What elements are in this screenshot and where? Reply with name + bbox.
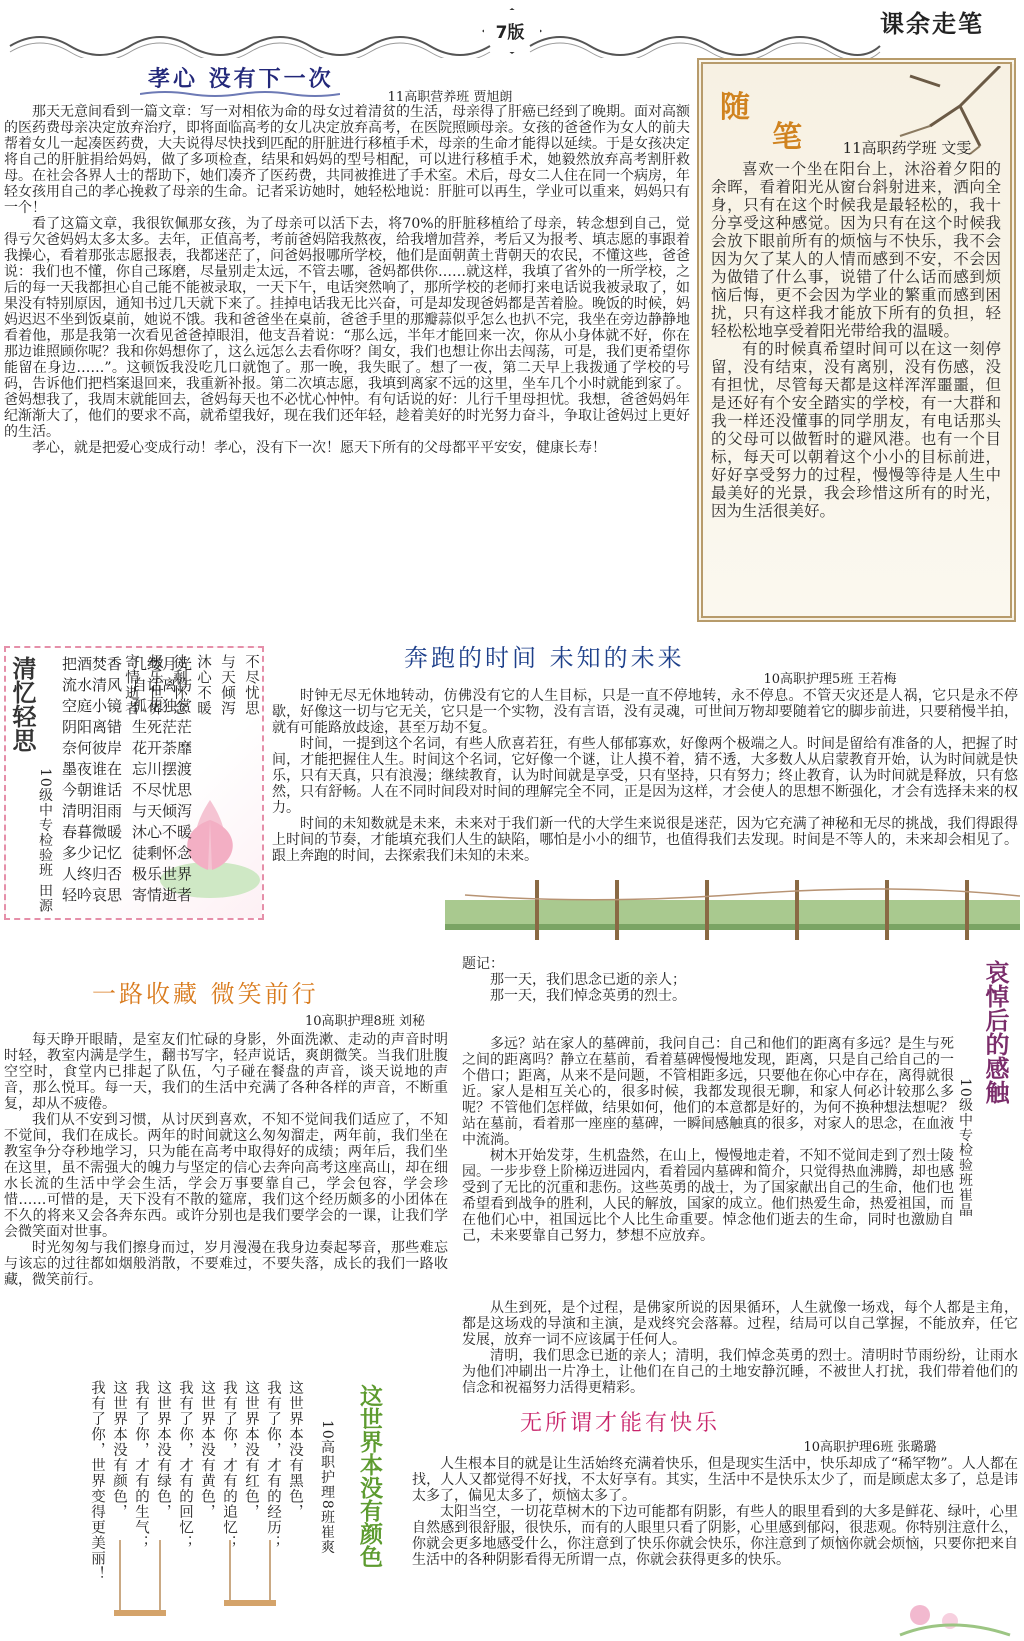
poem-line: 徒剩怀念: [132, 844, 193, 862]
article-2-byline: 11高职药学班 文雯: [842, 139, 972, 157]
article-8-body: [412, 1456, 1018, 1568]
epigraph-line: 那一天，我们思念已逝的亲人；: [490, 972, 686, 988]
poem-line: 阴阳离错: [62, 718, 123, 736]
poem-line: 清明泪雨: [62, 802, 123, 820]
article-4-title: 奔跑的时间 未知的未来: [404, 644, 685, 672]
poem-column: 我有了你，才有的经历；: [265, 1380, 281, 1551]
poem-column: 这世界本没有绿色，: [155, 1380, 171, 1520]
article-6-title-char: 触: [981, 1080, 1009, 1104]
epigraph-line: 那一天，我们悼念英勇的烈士。: [490, 988, 686, 1004]
article-8-byline: 10高职护理6班 张璐璐: [803, 1440, 937, 1455]
article-5-paragraph: 我们从不安到习惯，从讨厌到喜欢，不知不觉间我们适应了，不知不觉间，我们在成长。两年的时间就这么匆匆溜走，两年前，我们坐在教室争分夺秒地学习，只为能在高考中取得好的成绩；两年后，我们坐在这里，虽不需强大的魄力与坚定的信心去奔向高考这座高山，却在细水长流的生活中学会生活，学会万事要靠自己，学会包容，学会珍惜……可惜的是，天下没有不散的筵席，我们这个经历颇多的小团体在不久的将来又会各奔东西。或许分别也是我们要学会的一课，让我们学会微笑面对世事。: [4, 1112, 448, 1240]
poem-line: 花开荼靡: [132, 739, 193, 757]
article-7-byline: 10高职护理8班崔爽: [319, 1420, 335, 1555]
poem-row: [62, 801, 258, 822]
poem-column: 这世界本没有黑色，: [287, 1380, 303, 1520]
article-7-title-char: 本: [356, 1453, 382, 1476]
article-1-title-underline: [140, 90, 340, 98]
article-1-byline: 11高职营养班 贾旭朗: [387, 90, 513, 105]
poem-column: 这世界本没有颜色，: [111, 1380, 127, 1520]
poem-line: 轻吟哀思: [62, 886, 123, 904]
poem-row: [62, 717, 258, 738]
poem-line: 流水清风: [62, 676, 123, 694]
poem-column: 这世界本没有黄色，: [199, 1380, 215, 1520]
article-2-paragraph: 有的时候真希望时间可以在这一刻停留，没有结束，没有离别，没有伤感，没有担忧，尽管每天都是这样浑浑噩噩，但是还好有个安全踏实的学校，有一大群和我一样还没懂事的同学朋友，有电话那头的父母可以做暂时的避风港。也有一个目标，每天可以朝着这个小小的目标前进，好好享受努力的过程，慢慢等待是人生中最美好的光景，我会珍惜这所有的时光，因为生活很美好。: [711, 340, 1001, 520]
article-6-paragraph: 从生到死，是个过程，是佛家所说的因果循环，人生就像一场戏，每个人都是主角，都是这场戏的导演和主演，是戏终究会落幕。过程，结局可以自己掌握，不能放弃，任它发展，放弃一词不应该属于任何人。: [462, 1300, 1018, 1348]
poem-line: 空庭小镜: [62, 697, 123, 715]
poem-line: 寄情逝者: [132, 886, 193, 904]
article-7-title-char: 色: [356, 1545, 382, 1568]
poem-line: 忘川摆渡: [132, 760, 193, 778]
article-3-byline: 10级中专检验班 田源: [37, 768, 53, 914]
poem-line: 沐心不暖: [195, 654, 211, 716]
poem-column: 我有了你，世界变得更美丽！: [89, 1380, 105, 1582]
poem-row: [62, 780, 258, 801]
poem-line: 自话离伤: [132, 676, 193, 694]
swing-illustration: [80, 1540, 330, 1640]
article-6-byline: 10级中专检验班崔晶: [957, 1078, 973, 1218]
article-8-paragraph: 人生根本目的就是让生活始终充满着快乐，但是现实生活中，快乐却成了“稀罕物”。人人都在找，人人又都觉得不好找，不太好享有。其实，生活中不是快乐太少了，而是顾虑太多了，总是讳太多了，偏见太多了，烦恼太多了。: [412, 1456, 1018, 1504]
poem-line: 生死茫茫: [132, 718, 193, 736]
epigraph-label: 题记：: [462, 956, 504, 972]
article-2-title-char-2: 笔: [772, 120, 802, 155]
poem-line: 寄情逝者: [123, 654, 139, 716]
section-title: 课余走笔: [880, 10, 984, 38]
article-5-title: 一路收藏 微笑前行: [92, 980, 319, 1008]
article-7-title-char: 这: [356, 1384, 382, 1407]
article-6-title-char: 感: [981, 1056, 1009, 1080]
poem-line: 把酒焚香: [62, 655, 123, 673]
poem-column: 我有了你，才有的追忆；: [221, 1380, 237, 1551]
article-6-title-char: 悼: [981, 984, 1009, 1008]
poem-row: [62, 696, 258, 717]
poem-row: [62, 864, 258, 885]
article-6-title-char: 哀: [981, 960, 1009, 984]
article-7-title: [354, 1384, 384, 1634]
poem-row: [62, 759, 258, 780]
poem-line: 今朝谁话: [62, 781, 123, 799]
article-7-title-char: 颜: [356, 1522, 382, 1545]
poem-line: 人终归否: [62, 865, 123, 883]
article-7-title-char: 有: [356, 1499, 382, 1522]
article-1-paragraph: 那天无意间看到一篇文章：写一对相依为命的母女过着清贫的生活，母亲得了肝癌已经到了晚期。面对高额的医药费母亲决定放弃治疗，即将面临高考的女儿决定放弃高考，在医院照顾母亲。女孩的爸爸作为女人的前夫帮着女儿一起凑医药费，大夫说得尽快找到匹配的肝脏进行移植手术，母亲的生命才能得以延续。于是女孩决定将自己的肝脏捐给妈妈，做了多项检查，结果和妈妈的型号相配，可以进行移植手术，她毅然放弃高考割肝救母。在社会各界人士的帮助下，她们凑齐了医药费，共同被推进了手术室。术后，母女二人住在同一个病房，年轻女孩用自己的孝心挽救了母亲的生命。记者采访她时，她轻松地说：肝脏可以再生，学业可以重来，妈妈只有一个！: [4, 104, 690, 216]
article-6-title: [980, 960, 1010, 1104]
poem-line: 极乐世界: [147, 654, 163, 716]
poem-line: 不尽忧思: [132, 781, 193, 799]
poem-row: [62, 822, 258, 843]
article-1-title: 孝心 没有下一次: [148, 67, 334, 92]
article-5-body: [4, 1032, 448, 1288]
article-2-body: [711, 160, 1001, 520]
article-4-paragraph: 时间的未知数就是未来，未来对于我们新一代的大学生来说很是迷茫，因为它充满了神秘和无尽的挑战，我们得跟得上时间的节奏，才能填充我们人生的缺陷，哪怕是小小的细节，也值得我们去发现。时间是不等人的，未来却会相见了。跟上奔跑的时间，去探索我们未知的未来。: [272, 816, 1018, 864]
article-5-byline: 10高职护理8班 刘秘: [305, 1014, 425, 1029]
article-5-paragraph: 时光匆匆与我们擦身而过，岁月漫漫在我身边奏起琴音，那些难忘与该忘的过往都如烟般消散，不要难过，不要失落，成长的我们一路收藏，微笑前行。: [4, 1240, 448, 1288]
article-6-epigraph: [462, 956, 962, 1004]
poem-line: 与天倾泻: [132, 802, 193, 820]
article-6-paragraph: 多远？站在家人的墓碑前，我问自己：自己和他们的距离有多远？是生与死之间的距离吗？静立在墓前，看着墓碑慢慢地发现，距离，只是自己给自己的一个借口；距离，从来不是问题，不管相距多远，只要他在你心中存在，离得就很近。家人是相互关心的，很多时候，我都发现很无聊，和家人何必计较那么多呢？不管他们怎样做，结果如何，他们的本意都是好的，为何不换种想法想呢？站在墓前，看着那一座座的墓碑，一瞬间感触真的很多，对家人的思念，在血液中流淌。: [462, 1036, 954, 1148]
article-3-title: [8, 656, 36, 752]
poem-line: 徒剩怀念: [171, 654, 187, 716]
article-1-paragraph: 看了这篇文章，我很钦佩那女孩，为了母亲可以活下去，将70%的肝脏移植给了母亲，转念想到自己，觉得亏欠爸妈妈太多太多。去年，正值高考，考前爸妈陪我熬夜，给我增加营养，考后又为报考、填志愿的事跟着我操心，看着那张志愿报表，我都迷茫了，问爸妈报哪所学校，他们是面朝黄土背朝天的农民，不懂这些，爸爸说：我们也不懂，你自己琢磨，尽量别走太远，不管去哪，爸妈都供你……就这样，我填了省外的一所学校，之后的每一天我都担心自己能不能被录取，一天下午，电话突然响了，那所学校的老师打来电话说我被录取了，如果没有特别原因，通知书过几天就下来了。挂掉电话我无比兴奋，可是却发现爸妈都是苦着脸。晚饭的时候，妈妈迟迟不坐到饭桌前，她说不饿。我和爸爸坐在桌前，爸爸手里的那瓣蒜似乎怎么也扒不完，我坐在旁边静静地看着他，那是我第一次看见爸爸掉眼泪，他支吾着说：“那么远，半年才能回来一次，你从小身体就不好，你在那边谁照顾你呢？我和你妈想你了，这么远怎么去看你呀？闺女，我们也想让你出去闯荡，可是，我们更希望你能留在身边……”。这顿饭我没吃几口就饱了。那一晚，我失眠了。想了一夜，第二天早上我拨通了学校的号码，告诉他们把档案退回来，我重新补报。第二次填志愿，我填到离家不远的这里，坐车几个小时就能到家了。爸妈想我了，我周末就能回去，爸妈每天也不必忧心忡忡。有句话说的好：儿行千里母担忧。我想，爸爸妈妈年纪渐渐大了，他们的要求不高，就希望我好，现在我们还年轻，趁着美好的时光努力奋斗，争取让爸妈过上更好的生活。: [4, 216, 690, 440]
article-6-paragraph: 树木开始发芽，生机盎然，在山上，慢慢地走着，不知不觉间走到了烈士陵园。一步步登上阶梯迈进园内，看着园内墓碑和简介，只觉得热血沸腾，却也感受到了无比的沉重和悲伤。这些英勇的战士，为了国家献出自己的生命，他们也希望看到战争的胜利，人民的解放，国家的成立。他们热爱生命，热爱祖国，而在他们心中，祖国远比个人比生命重要。悼念他们逝去的生命，同时也激励自己，未来要靠自己努力，梦想不应放弃。: [462, 1148, 954, 1244]
poem-column: 我有了你，才有的生气；: [133, 1380, 149, 1551]
article-3-title-char: 轻: [8, 704, 36, 728]
article-4-body: [272, 688, 1018, 864]
poem-row: [62, 885, 258, 906]
article-6-title-char: 的: [981, 1032, 1009, 1056]
page-badge-label: 7版: [495, 23, 525, 43]
poem-column: 我有了你，才有的回忆；: [177, 1380, 193, 1551]
article-2-title-char-1: 随: [720, 90, 750, 125]
article-2-paragraph: 喜欢一个坐在阳台上，沐浴着夕阳的余晖，看着阳光从窗台斜射进来，洒向全身，只有在这个时候我是最轻松的，我十分享受这种感觉。因为只有在这个时候我会放下眼前所有的烦恼与不快乐，我不会因为欠了某人的人情而感到不安，不会因为做错了什么事，说错了什么话而感到烦恼后悔，更不会因为学业的繁重而感到困扰，只有这样我才能放下所有的负担，轻轻松松地享受着阳光带给我的温暖。: [711, 160, 1001, 340]
poem-line: 与天倾泻: [219, 654, 235, 716]
poem-row: [62, 738, 258, 759]
poem-line: 奈何彼岸: [62, 739, 123, 757]
poem-line: 墨夜谁在: [62, 760, 123, 778]
poem-line: 不尽忧思: [243, 654, 259, 716]
poem-line: 极乐世界: [132, 865, 193, 883]
poem-line: 沐心不暖: [132, 823, 193, 841]
poem-line: 孤花独赏: [132, 697, 193, 715]
article-6-title-char: 后: [981, 1008, 1009, 1032]
article-6-paragraph: 清明，我们思念已逝的亲人；清明，我们悼念英勇的烈士。清明时节雨纷纷，让雨水为他们冲刷出一片净土，让他们在自己的土地安静沉睡，不被世人打扰，我们带着他们的信念和祝福努力活得更精彩。: [462, 1348, 1018, 1396]
article-3-title-char: 忆: [8, 680, 36, 704]
article-6-body: [462, 1036, 954, 1244]
article-6-body-cont: [462, 1300, 1018, 1396]
poem-row: [62, 654, 258, 675]
article-7-title-char: 世: [356, 1407, 382, 1430]
article-7-title-char: 没: [356, 1476, 382, 1499]
article-4-byline: 10高职护理5班 王若梅: [763, 672, 897, 687]
poem-column: 这世界本没有红色，: [243, 1380, 259, 1520]
article-5-paragraph: 每天睁开眼睛，是室友们忙碌的身影，外面洗漱、走动的声音时明时轻，教室内满是学生，翻书写字，轻声说话，爽朗微笑。当我们肚腹空空时，食堂内已排起了队伍，勺子碰在餐盘的声音，谈天说地的声音，那么悦耳。每一天，我们的生活中充满了各种各样的声音，不断重复，却从不疲倦。: [4, 1032, 448, 1112]
fence-illustration: [445, 880, 1020, 950]
poem-row: [62, 675, 258, 696]
poem-line: 春暮微暖: [62, 823, 123, 841]
article-4-paragraph: 时钟无尽无休地转动，仿佛没有它的人生目标，只是一直不停地转，永不停息。不管天灾还是人祸，它只是永不停歇，好像这一切与它无关，它只是一个实物，没有言语，没有灵魂，可世间万物却要随着它的脚步前进，只要稍慢半拍，就有可能路放歧途，甚至万劫不复。: [272, 688, 1018, 736]
article-3-title-char: 思: [8, 728, 36, 752]
poem-line: 多少记忆: [62, 844, 123, 862]
article-1-body: [4, 104, 690, 456]
article-1-paragraph: 孝心，就是把爱心变成行动！孝心，没有下一次！愿天下所有的父母都平平安安，健康长寿！: [32, 440, 606, 456]
article-7-title-char: 界: [356, 1430, 382, 1453]
article-8-title: 无所谓才能有快乐: [520, 1411, 721, 1436]
poem-line: 几缕月光: [132, 655, 193, 673]
article-4-paragraph: 时间，一提到这个名词，有些人欣喜若狂，有些人郁郁寡欢，好像两个极端之人。时间是留给有准备的人，把握了时间，才能把握住人生。时间这个名词，它好像一个谜，让人摸不着，猜不透，大多数人从启蒙教育开始，认为时间就是快乐，只有天真，只有浪漫；继续教育，认为时间就是享受，只有坚持，只有努力；终止教育，认为时间就是释放，只有悠然，只有舒畅。人在不同时间段对时间的理解完全不同，正是因为这样，才会使人的思想不断强化，才会有选择未来的权力。: [272, 736, 1018, 816]
poem-row: [62, 843, 258, 864]
article-8-paragraph: 太阳当空，一切花草树木的下边可能都有阴影，有些人的眼里看到的大多是鲜花、绿叶，心里自然感到很舒服，很快乐，而有的人眼里只看了阴影，心里感到郁闷，很悲观。你特别注意什么，你就会更多地感受什么，你注意到了快乐你就会快乐，你注意到了烦恼你就会烦恼，只要你把来自生活中的各种阴影看得无所谓一点，你就会获得更多的快乐。: [412, 1504, 1018, 1568]
poem-grid: [62, 654, 258, 906]
flower-decoration: [890, 1585, 1020, 1639]
article-3-title-char: 清: [8, 656, 36, 680]
